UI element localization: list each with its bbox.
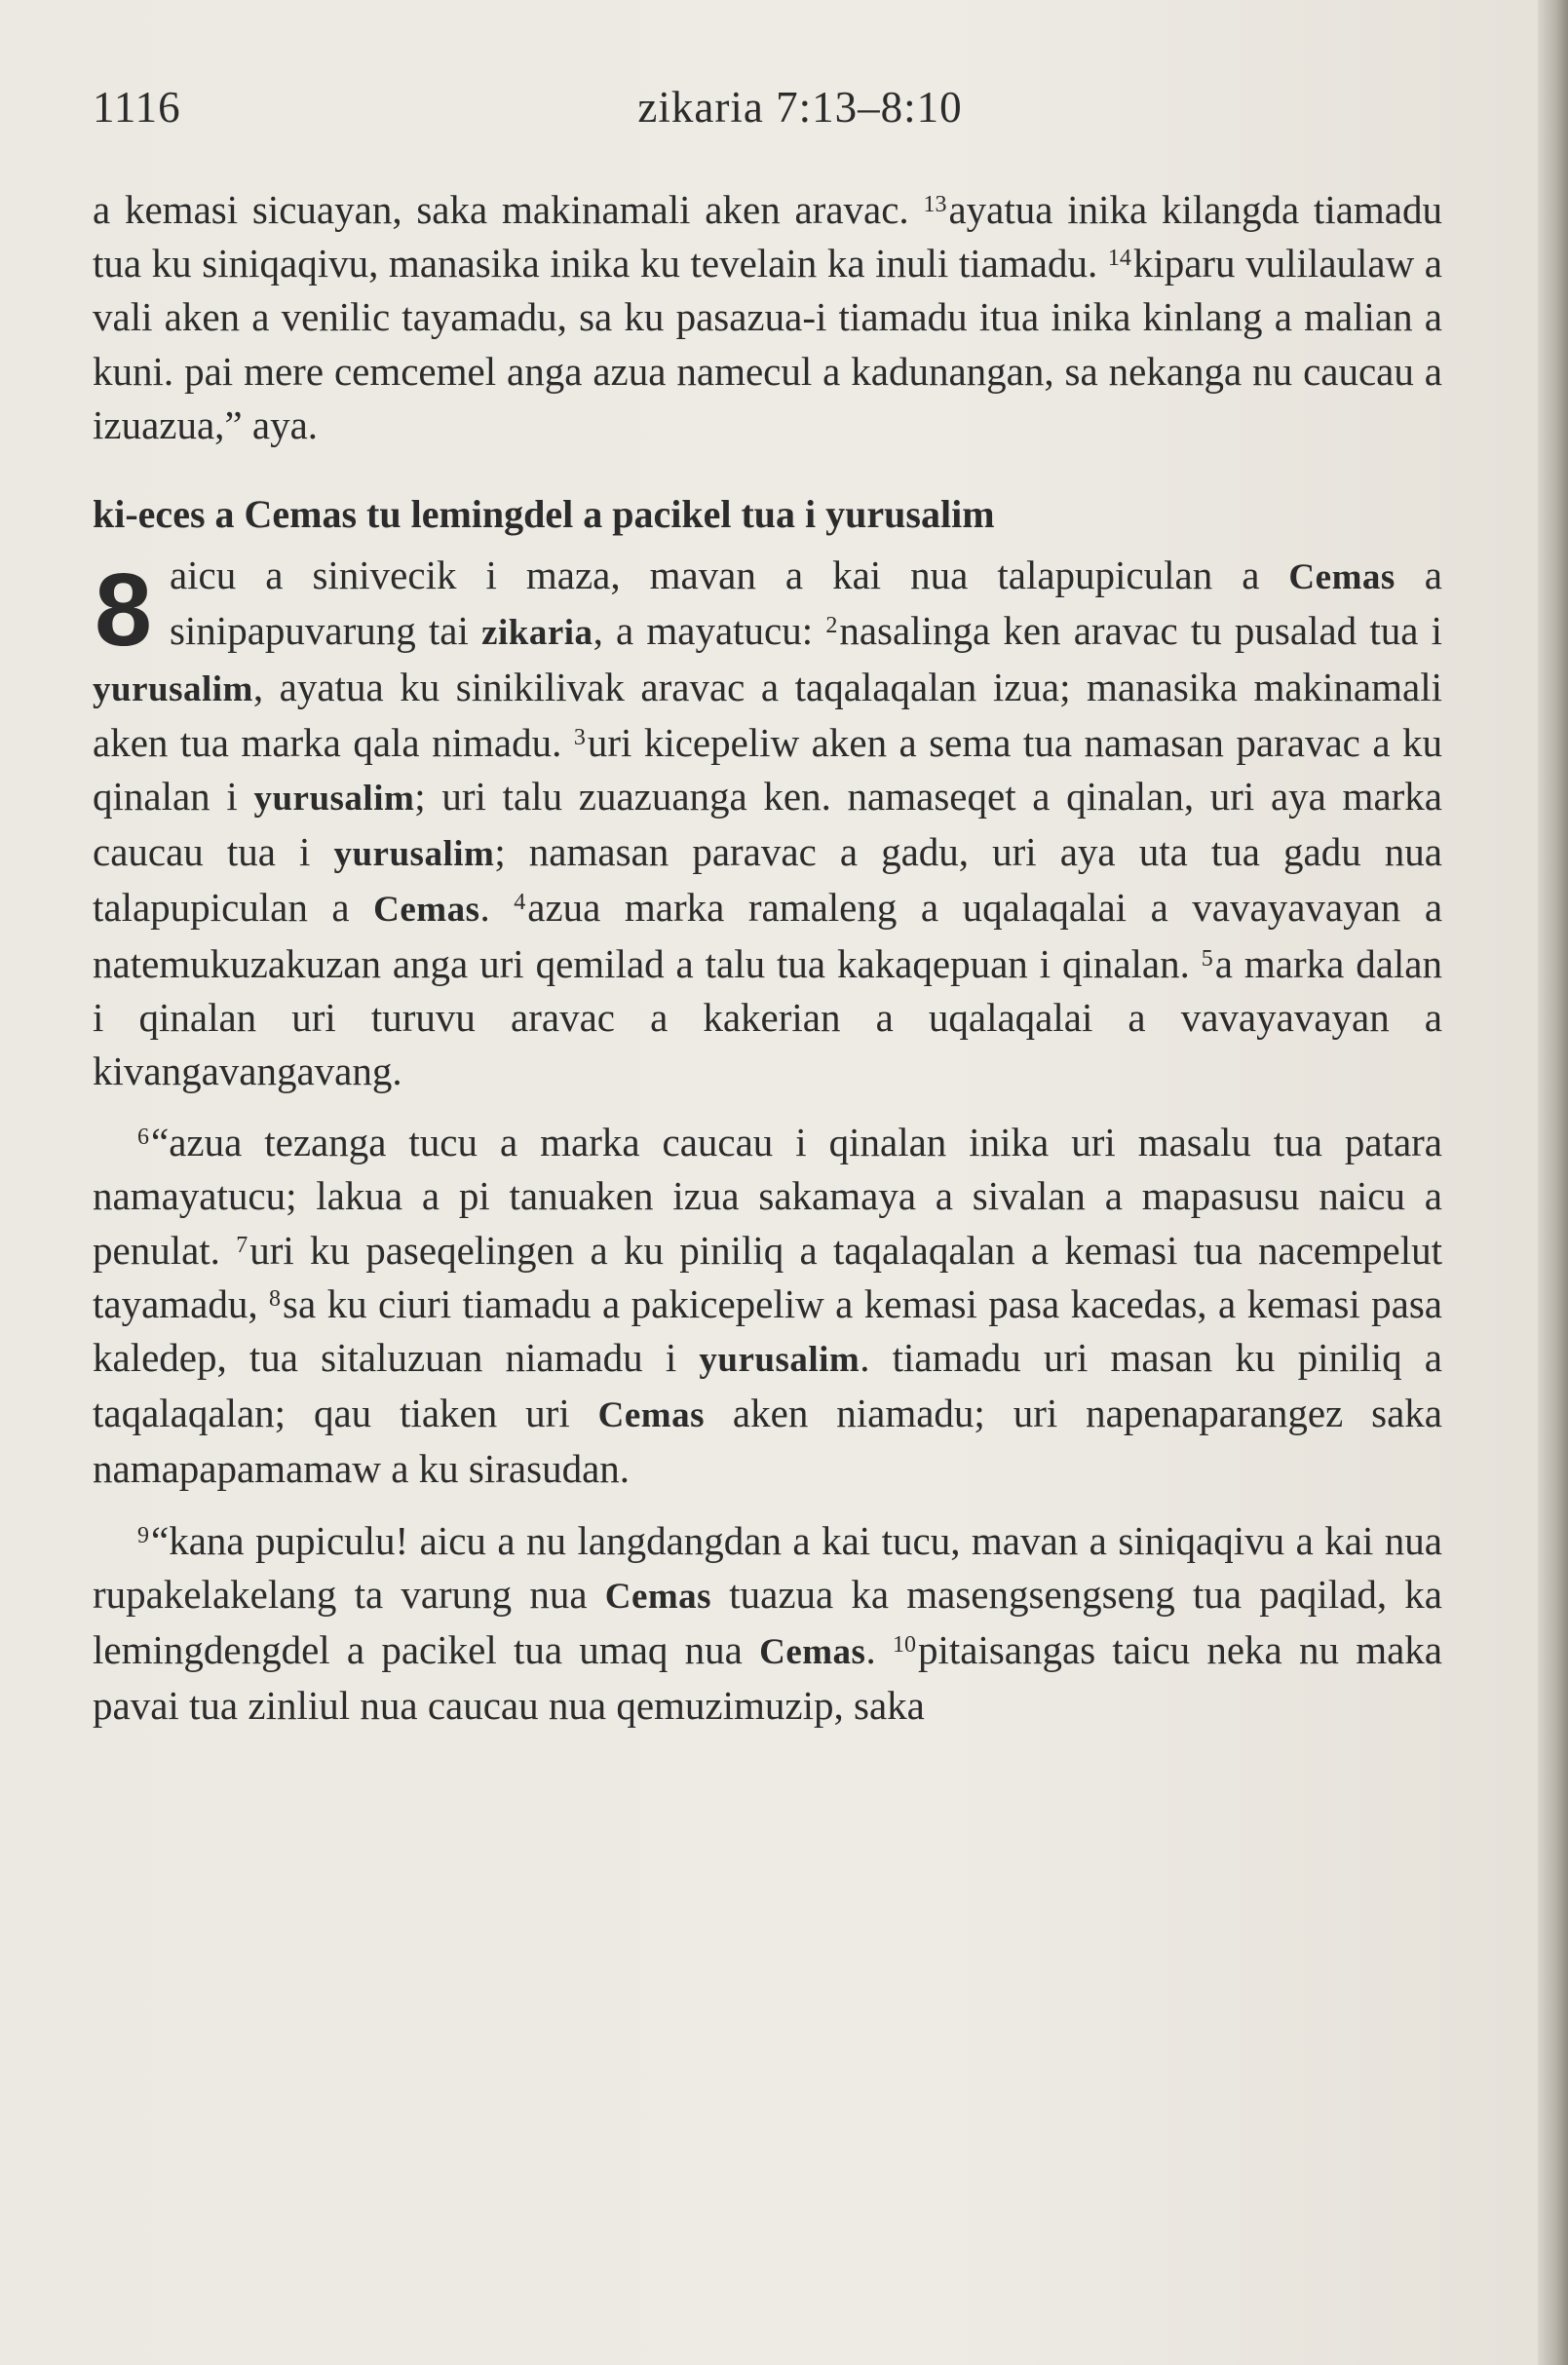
bold-name: Cemas	[604, 1576, 712, 1617]
bold-name: Cemas	[759, 1632, 866, 1673]
verse-text: ; uri talu zuazuanga ken. namaseqet a qinalan, uri aya marka caucau tua i	[93, 774, 1442, 875]
verse-text: a marka dalan i qinalan uri turuvu aravac a kakerian a uqalaqalai a vavayavayan a kivangavangavang.	[93, 940, 1442, 1094]
verse-text: “azua tezanga tucu a marka caucau i qinalan inika uri masalu tua patara namayatucu; lakua a pi tanuaken izua sakamaya a sivalan a mapasusu naicu a penulat.	[93, 1120, 1442, 1273]
running-head: zikaria 7:13–8:10	[637, 83, 963, 132]
chapter-number: 8	[95, 553, 152, 668]
text-body	[93, 183, 1442, 1733]
bold-name: yurusalim	[253, 779, 415, 820]
verse-text: .	[865, 1627, 893, 1673]
verse-text: sa ku ciuri tiamadu a pakicepeliw a kemasi pasa kacedas, a kemasi pasa kaledep, tua sitaluzuan niamadu i	[93, 1280, 1442, 1381]
verse-text: , a mayatucu:	[593, 608, 826, 654]
verse-text: kiparu vulilaulaw a vali aken a venilic tayamadu, sa ku pasazua-i tiamadu itua inika kinlang a malian a kuni. pai mere cemcemel anga azua namecul a kadunangan, sa nekanga nu caucau a izuazua,” aya.	[93, 241, 1442, 447]
verse-number: 3	[573, 724, 586, 750]
verse-number: 14	[1107, 246, 1131, 272]
page-edge-shadow	[1538, 0, 1568, 2365]
verse-text: ayatua inika kilangda tiamadu tua ku siniqaqivu, manasika inika ku tevelain ka inuli tiamadu.	[93, 187, 1442, 286]
verse-text: aicu a sinivecik i maza, mavan a kai nua talapupiculan a	[169, 553, 1289, 598]
verse-text: uri kicepeliw aken a sema tua namasan paravac a ku qinalan i	[93, 719, 1442, 820]
verse-number: 2	[825, 613, 838, 639]
verse-text: , ayatua ku sinikilivak aravac a taqalaqalan izua; manasika makinamali aken tua marka qala nimadu.	[93, 664, 1442, 765]
verse-text: nasalinga ken aravac tu pusalad tua i	[839, 608, 1442, 654]
verse-number: 10	[892, 1632, 916, 1659]
paragraph	[93, 1116, 1442, 1496]
verse-number: 5	[1201, 945, 1213, 972]
verse-text: azua marka ramaleng a uqalaqalai a vavayavayan a natemukuzakuzan anga uri qemilad a talu tua kakaqepuan i qinalan.	[93, 885, 1443, 986]
bold-name: yurusalim	[93, 668, 253, 709]
bold-name: yurusalim	[699, 1340, 860, 1381]
verse-text: a sinipapuvarung tai	[169, 553, 1442, 654]
bold-name: yurusalim	[333, 834, 495, 875]
page-header	[93, 82, 1449, 140]
bold-name: zikaria	[481, 613, 593, 654]
bold-name: Cemas	[1288, 557, 1396, 598]
verse-number: 4	[514, 890, 526, 916]
section-heading: ki-eces a Cemas tu lemingdel a pacikel tua i yurusalim	[93, 492, 995, 537]
verse-text: .	[479, 885, 515, 931]
chapter-paragraph	[93, 549, 1442, 1098]
verse-text: “kana pupiculu! aicu a nu langdangdan a kai tucu, mavan a siniqaqivu a kai nua rupakelakelang ta varung nua	[93, 1517, 1442, 1617]
paragraph	[93, 183, 1442, 452]
page-number: 1116	[93, 83, 181, 132]
verse-text: pitaisangas taicu neka nu maka pavai tua zinliul nua caucau nua qemuzimuzip, saka	[93, 1627, 1442, 1729]
verse-text: uri ku paseqelingen a ku piniliq a taqalaqalan a kemasi tua nacempelut tayamadu,	[93, 1227, 1442, 1326]
verse-number: 8	[269, 1285, 282, 1312]
verse-number: 7	[236, 1232, 249, 1258]
verse-text: . tiamadu uri masan ku piniliq a taqalaqalan; qau tiaken uri	[93, 1335, 1442, 1436]
verse-text: a kemasi sicuayan, saka makinamali aken aravac.	[93, 187, 924, 232]
verse-text: tuazua ka masengsengseng tua paqilad, ka lemingdengdel a pacikel tua umaq nua	[93, 1571, 1443, 1673]
bold-name: Cemas	[597, 1395, 706, 1436]
bold-name: Cemas	[373, 890, 480, 931]
verse-text: ; namasan paravac a gadu, uri aya uta tua gadu nua talapupiculan a	[93, 829, 1442, 931]
verse-text: aken niamadu; uri napenaparangez saka namapapamamaw a ku sirasudan.	[93, 1391, 1442, 1492]
verse-number: 9	[137, 1522, 149, 1548]
verse-number: 6	[137, 1125, 149, 1151]
verse-number: 13	[923, 192, 947, 217]
paragraph	[93, 1514, 1442, 1734]
